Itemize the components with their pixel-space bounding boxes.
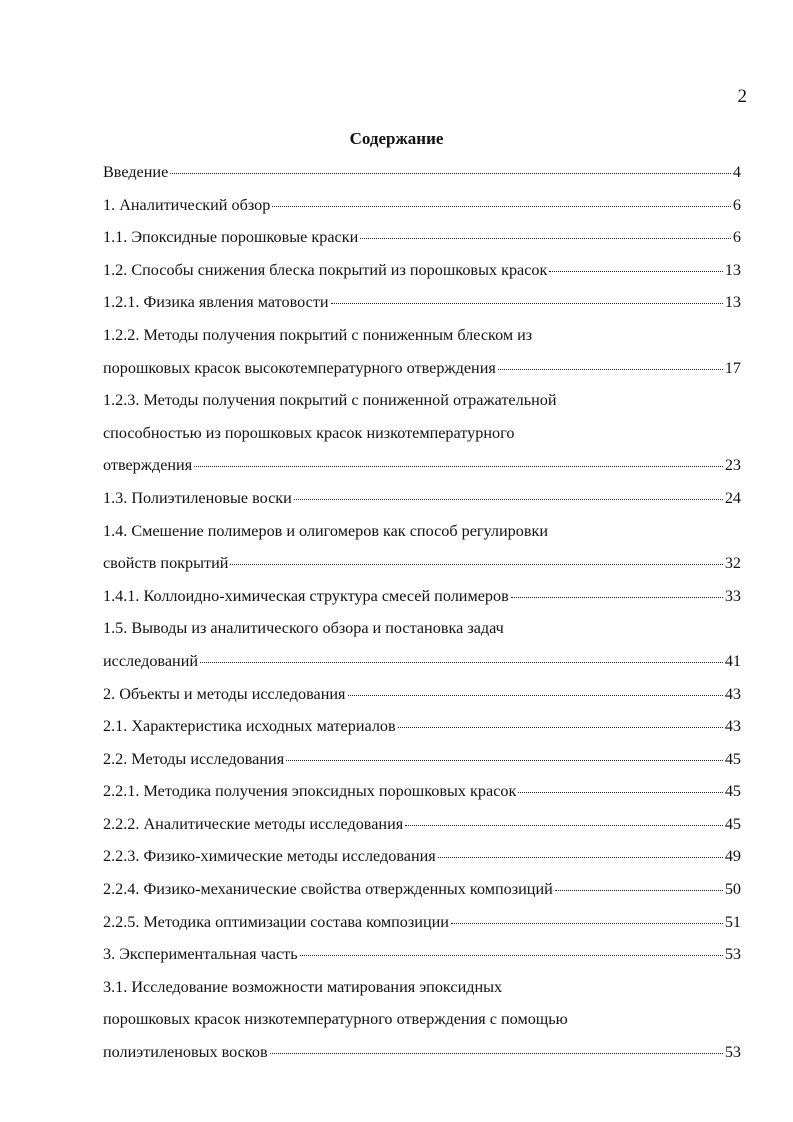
toc-entry-page: 53 xyxy=(724,945,741,964)
toc-leader-dots xyxy=(272,206,731,207)
toc-entry xyxy=(103,1041,741,1074)
toc-entry-text: отверждения xyxy=(103,456,193,475)
toc-entry-text: 1.3. Полиэтиленовые воски xyxy=(103,488,292,507)
toc-entry xyxy=(103,585,741,618)
toc-entry xyxy=(103,357,741,390)
toc-leader-dots xyxy=(300,955,723,956)
toc-entry-page: 45 xyxy=(724,749,741,768)
toc-entry xyxy=(103,1008,741,1041)
toc-entry-text: Введение xyxy=(103,163,169,181)
toc-entry-page: 45 xyxy=(724,782,741,801)
toc-entry xyxy=(103,911,741,944)
toc-entry-page: 50 xyxy=(724,880,741,899)
toc-entry xyxy=(103,259,741,292)
toc-entry-text: 2.2.5. Методика оптимизации состава композиции xyxy=(103,912,449,931)
toc-entry xyxy=(103,813,741,846)
toc-entry xyxy=(103,552,741,585)
toc-entry-text: 1.1. Эпоксидные порошковые краски xyxy=(103,228,359,247)
toc-entry xyxy=(103,715,741,748)
toc-entry-text: порошковых красок высокотемпературного отверждения xyxy=(103,358,496,377)
toc-leader-dots xyxy=(294,499,723,500)
toc-entry-page: 24 xyxy=(724,488,741,507)
toc-entry-text: свойств покрытий xyxy=(103,554,229,573)
toc-entry-page: 41 xyxy=(724,651,741,670)
toc-entry-text: 1.2.1. Физика явления матовости xyxy=(103,293,329,312)
toc-leader-dots xyxy=(331,303,723,304)
toc-leader-dots xyxy=(270,1053,723,1054)
toc-entry-text: 2.1. Характеристика исходных материалов xyxy=(103,717,396,736)
toc-entry-page: 17 xyxy=(724,358,741,377)
toc-entry xyxy=(103,976,741,1009)
toc-entry-page: 33 xyxy=(724,586,741,605)
toc-entry-text: исследований xyxy=(103,651,199,670)
toc-entry-text: 2.2.1. Методика получения эпоксидных порошковых красок xyxy=(103,782,517,801)
toc-entry-page: 23 xyxy=(724,456,741,475)
toc-entry-text: полиэтиленовых восков xyxy=(103,1043,268,1062)
toc-leader-dots xyxy=(360,238,731,239)
toc-leader-dots xyxy=(549,271,722,272)
toc-entry-text: 3.1. Исследование возможности матирования эпоксидных xyxy=(103,977,503,996)
toc-entry-text: способностью из порошковых красок низкотемпературного xyxy=(103,423,515,442)
toc-entry-text: 1. Аналитический обзор xyxy=(103,195,271,214)
toc-entry xyxy=(103,422,741,455)
toc-entry xyxy=(103,748,741,781)
toc-leader-dots xyxy=(438,857,723,858)
toc-entry-text: 2.2.3. Физико-химические методы исследования xyxy=(103,847,436,866)
toc-entry xyxy=(103,389,741,422)
toc-entry-text: 2.2.2. Аналитические методы исследования xyxy=(103,814,404,833)
toc-leader-dots xyxy=(170,173,731,174)
toc-leader-dots xyxy=(194,466,723,467)
toc-entry xyxy=(103,226,741,259)
toc-leader-dots xyxy=(451,923,723,924)
page-title: Содержание xyxy=(349,129,444,148)
toc-entry-text: 1.2.2. Методы получения покрытий с пониженным блеском из xyxy=(103,325,533,344)
toc-leader-dots xyxy=(230,564,722,565)
toc-entry xyxy=(103,291,741,324)
toc-entry-page: 51 xyxy=(724,912,741,931)
toc-leader-dots xyxy=(498,369,723,370)
toc-leader-dots xyxy=(200,662,723,663)
toc-entry-page: 53 xyxy=(724,1043,741,1062)
toc-entry-page: 13 xyxy=(724,260,741,279)
toc-entry-text: 1.5. Выводы из аналитического обзора и постановка задач xyxy=(103,619,504,638)
toc-entry-text: 1.2. Способы снижения блеска покрытий из порошковых красок xyxy=(103,260,548,279)
toc-entry xyxy=(103,454,741,487)
toc-entry-page: 43 xyxy=(724,717,741,736)
toc-leader-dots xyxy=(348,695,723,696)
toc-leader-dots xyxy=(511,597,723,598)
toc-leader-dots xyxy=(555,890,723,891)
toc-leader-dots xyxy=(405,825,723,826)
toc-entry-page: 43 xyxy=(724,684,741,703)
toc-entry xyxy=(103,520,741,553)
page-number: 2 xyxy=(737,86,747,107)
toc-leader-dots xyxy=(518,792,722,793)
toc-entry xyxy=(103,194,741,227)
toc-entry xyxy=(103,650,741,683)
toc-entry-page: 32 xyxy=(724,554,741,573)
toc-entry-text: 2.2. Методы исследования xyxy=(103,749,285,768)
toc-entry xyxy=(103,324,741,357)
toc-entry xyxy=(103,845,741,878)
toc-entry-text: порошковых красок низкотемпературного отверждения с помощью xyxy=(103,1010,568,1029)
toc-entry xyxy=(103,878,741,911)
toc-leader-dots xyxy=(398,727,723,728)
toc-entry xyxy=(103,617,741,650)
toc-entry xyxy=(103,780,741,813)
toc-entry-page: 49 xyxy=(724,847,741,866)
toc-entry-text: 1.2.3. Методы получения покрытий с пониженной отражательной xyxy=(103,391,557,410)
toc-entry xyxy=(103,487,741,520)
toc-entry-page: 4 xyxy=(732,163,741,181)
toc-entry-page: 45 xyxy=(724,814,741,833)
toc-entry xyxy=(103,161,741,194)
toc-entry-page: 13 xyxy=(724,293,741,312)
toc-entry-text: 1.4.1. Коллоидно-химическая структура смесей полимеров xyxy=(103,586,509,605)
toc-entry xyxy=(103,683,741,716)
toc-entry-text: 2.2.4. Физико-механические свойства отвержденных композиций xyxy=(103,880,553,899)
toc-entry-text: 2. Объекты и методы исследования xyxy=(103,684,346,703)
toc-entry-page: 6 xyxy=(732,195,741,214)
toc-entry-text: 1.4. Смешение полимеров и олигомеров как способ регулировки xyxy=(103,521,549,540)
toc-entry xyxy=(103,943,741,976)
toc-entry-text: 3. Экспериментальная часть xyxy=(103,945,298,964)
toc-entry-page: 6 xyxy=(732,228,741,247)
table-of-contents xyxy=(103,161,741,1074)
toc-leader-dots xyxy=(286,760,723,761)
